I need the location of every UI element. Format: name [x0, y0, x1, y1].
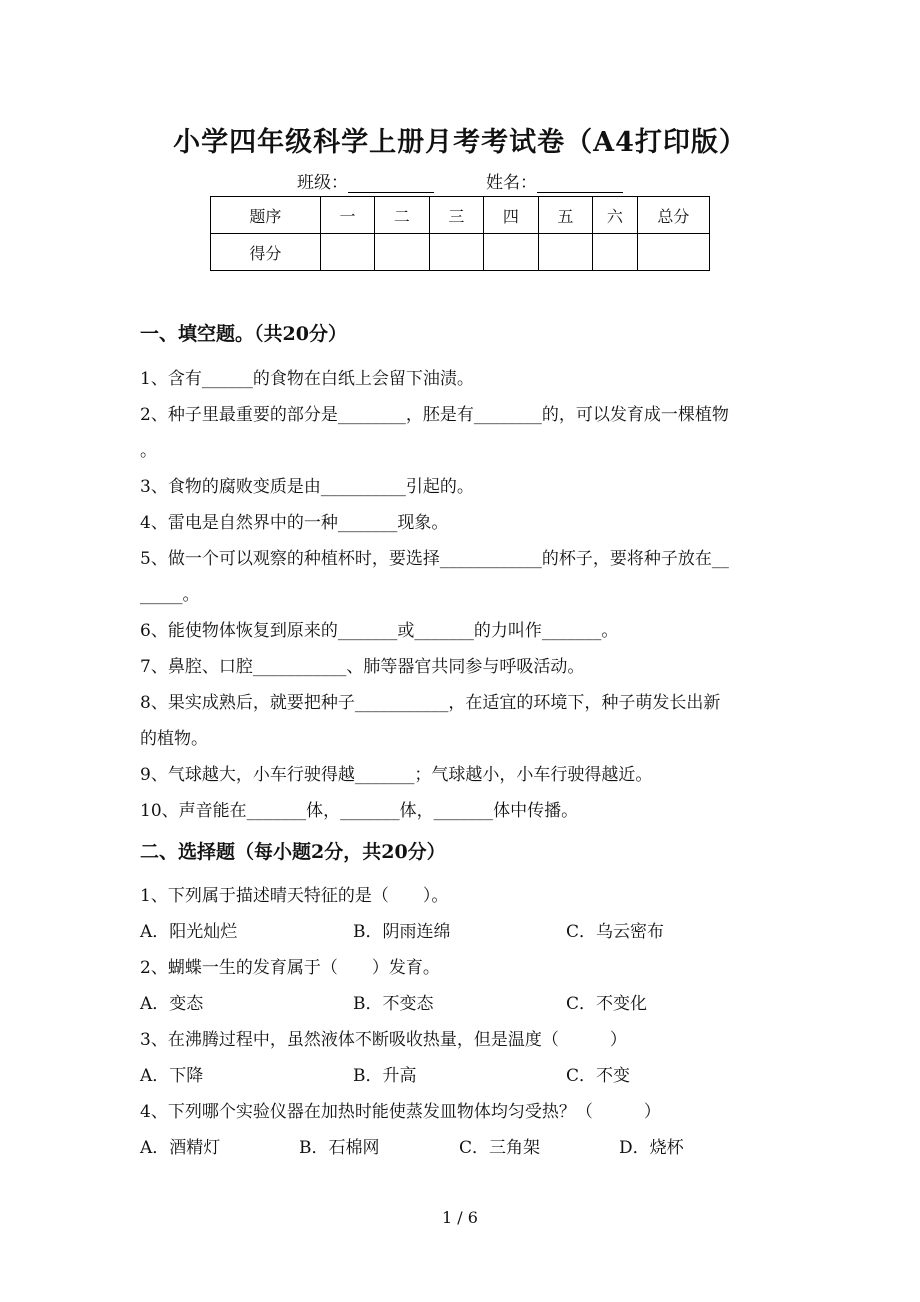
header-cell: 题序: [211, 197, 321, 234]
choice-option: B．石棉网: [299, 1138, 380, 1158]
header-cell: 总分: [637, 197, 709, 234]
header-cell: 一: [320, 197, 374, 234]
header-cell: 六: [593, 197, 638, 234]
score-cell: [538, 234, 592, 271]
fill-blank-line: 10、声音能在_______体，_______体，_______体中传播。: [140, 801, 579, 821]
score-table: [210, 196, 710, 271]
score-cell: [429, 234, 483, 271]
choice-question-stem: 3、在沸腾过程中，虽然液体不断吸收热量，但是温度（ ）: [140, 1030, 627, 1050]
fill-blank-line: _____。: [140, 585, 200, 605]
fill-blank-line: 9、气球越大，小车行驶得越_______；气球越小，小车行驶得越近。: [140, 765, 653, 785]
class-blank: [348, 174, 434, 193]
choice-option: A．酒精灯: [140, 1138, 221, 1158]
section-1-heading: 一、填空题。（共20分）: [140, 323, 347, 345]
section-2-heading: 二、选择题（每小题2分，共20分）: [140, 841, 446, 863]
class-label: 班级：: [297, 173, 348, 193]
choice-question-stem: 4、下列哪个实验仪器在加热时能使蒸发皿物体均匀受热？（ ）: [140, 1102, 661, 1122]
fill-blank-line: 6、能使物体恢复到原来的_______或_______的力叫作_______。: [140, 621, 619, 641]
score-table-score-row: [211, 234, 710, 271]
choice-option: B．不变态: [353, 994, 434, 1014]
fill-blank-line: 的植物。: [140, 729, 208, 749]
header-cell: 五: [538, 197, 592, 234]
choice-option: B．阴雨连绵: [353, 922, 451, 942]
choice-option: D．烧杯: [619, 1138, 684, 1158]
score-table-header-row: [211, 197, 710, 234]
name-label: 姓名：: [486, 173, 537, 193]
score-cell: [637, 234, 709, 271]
score-row-label: 得分: [211, 234, 321, 271]
score-cell: [320, 234, 374, 271]
page-title: 小学四年级科学上册月考考试卷（A4打印版）: [173, 127, 747, 158]
fill-blank-line: 3、食物的腐败变质是由__________引起的。: [140, 477, 474, 497]
choice-option: C．乌云密布: [566, 922, 665, 942]
fill-blank-line: 1、含有______的食物在白纸上会留下油渍。: [140, 369, 474, 389]
student-info: [0, 168, 920, 193]
score-cell: [593, 234, 638, 271]
page-number: 1 / 6: [442, 1208, 478, 1227]
fill-blank-line: 4、雷电是自然界中的一种_______现象。: [140, 513, 449, 533]
choice-option: C．不变: [566, 1066, 631, 1086]
choice-option: C．三角架: [459, 1138, 541, 1158]
choice-option: A．变态: [140, 994, 204, 1014]
score-cell: [375, 234, 429, 271]
header-cell: 二: [375, 197, 429, 234]
choice-option: A．阳光灿烂: [140, 922, 238, 942]
choice-option: A．下降: [140, 1066, 204, 1086]
header-cell: 三: [429, 197, 483, 234]
fill-blank-line: 8、果实成熟后，就要把种子___________，在适宜的环境下，种子萌发长出新: [140, 693, 721, 713]
choice-option: B．升高: [353, 1066, 417, 1086]
fill-blank-line: 7、鼻腔、口腔___________、肺等器官共同参与呼吸活动。: [140, 657, 585, 677]
fill-blank-line: 2、种子里最重要的部分是________，胚是有________的，可以发育成一棵植物: [140, 405, 729, 425]
choice-question-stem: 2、蝴蝶一生的发育属于（ ）发育。: [140, 958, 440, 978]
score-cell: [484, 234, 538, 271]
fill-blank-line: 5、做一个可以观察的种植杯时，要选择____________的杯子，要将种子放在__: [140, 549, 729, 569]
fill-blank-line: 。: [140, 441, 157, 461]
choice-option: C．不变化: [566, 994, 648, 1014]
choice-question-stem: 1、下列属于描述晴天特征的是（ ）。: [140, 886, 449, 906]
name-blank: [537, 174, 623, 193]
header-cell: 四: [484, 197, 538, 234]
